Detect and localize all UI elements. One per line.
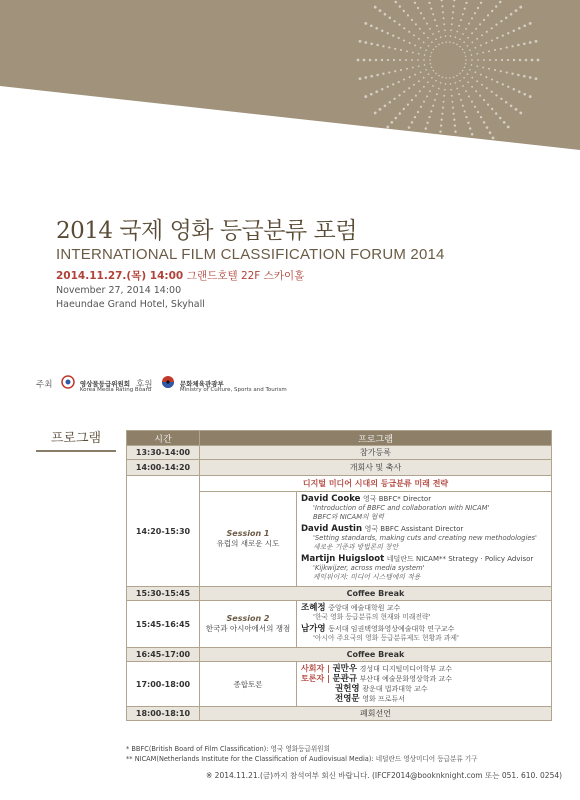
speaker-name: David Austin — [301, 524, 363, 534]
speaker-role: 네덜란드 NICAM** Strategy · Policy Advisor — [386, 555, 534, 563]
discussion-panel — [297, 662, 552, 707]
header-banner — [0, 0, 580, 190]
panelist-name: 전영문 — [335, 694, 360, 704]
talk-title: '아시아 주요국의 영화 등급분류제도 현황과 과제' — [313, 634, 459, 642]
support-sponsor — [136, 375, 287, 393]
coffee-break: Coffee Break — [200, 648, 552, 662]
panelist-role: 광운대 법과대학 교수 — [362, 685, 428, 693]
row-time: 16:45-17:00 — [127, 648, 200, 662]
speaker-block — [301, 524, 547, 552]
panelist-label: 토론자 | — [301, 674, 330, 683]
talk-title: 'Introduction of BBFC and collaboration with NICAM' — [313, 504, 490, 512]
footnote-nicam: ** NICAM(Netherlands Institute for the Classification of Audiovisual Media): 네덜란드 영상미디어 등급분류 기구 — [126, 755, 478, 763]
table-row — [127, 446, 552, 460]
date-kr: 2014.11.27.(목) 14:00 — [56, 270, 184, 282]
session2-time: 15:45-16:45 — [127, 601, 200, 648]
talk-title: '한국 영화 등급분류의 현재와 미래전략' — [313, 613, 431, 621]
row-text: 폐회선언 — [200, 707, 552, 721]
speaker-block — [301, 603, 547, 622]
talk-title-kr: 케익워이저: 미디어 시스템에의 적용 — [313, 573, 421, 581]
speaker-role: 중앙대 예술대학원 교수 — [328, 604, 401, 612]
coffee-break: Coffee Break — [200, 587, 552, 601]
kmrb-emblem-icon — [61, 375, 75, 389]
discussion-time: 17:00-18:00 — [127, 662, 200, 707]
mcst-logo — [161, 375, 287, 393]
panelist-line — [301, 694, 547, 704]
footnote-bbfc: * BBFC(British Board of Film Classification): 영국 영화등급위원회 — [126, 745, 330, 753]
event-venue-en: Haeundae Grand Hotel, Skyhall — [56, 299, 205, 310]
talk-title-kr: BBFC와 NICAM의 협력 — [313, 513, 384, 521]
panelist-role: 영화 프로듀서 — [362, 695, 405, 703]
table-row — [127, 460, 552, 476]
speaker-name: Martijn Huigsloot — [301, 554, 385, 564]
host-label: 주최 — [36, 379, 53, 390]
footnotes — [126, 744, 478, 764]
session1-topic: 유럽의 새로운 시도 — [216, 539, 280, 548]
support-label: 후원 — [136, 379, 153, 390]
panelist-line — [301, 684, 547, 694]
table-row — [127, 707, 552, 721]
talk-title-kr: 새로운 기준과 방법론의 창안 — [313, 543, 399, 551]
table-header — [127, 431, 552, 446]
speaker-role: 영국 BBFC Assistant Director — [364, 525, 464, 533]
program-table — [126, 430, 552, 721]
table-row — [127, 476, 552, 492]
session1-speakers — [297, 492, 552, 587]
moderator-label: 사회자 | — [301, 664, 330, 673]
speaker-name: David Cooke — [301, 494, 361, 504]
speaker-role: 영국 BBFC* Director — [362, 495, 432, 503]
panelist-name: 문관규 — [332, 674, 358, 684]
session1-cell — [200, 492, 297, 587]
event-date-en: November 27, 2014 14:00 — [56, 285, 182, 296]
talk-title: 'Setting standards, making cuts and creating new methodologies' — [313, 534, 537, 542]
speaker-name: 조혜정 — [301, 603, 326, 613]
talk-title: 'Kijkwijzer, across media system' — [313, 564, 425, 572]
speaker-block — [301, 624, 547, 643]
page-title: 2014 국제 영화 등급분류 포럼 — [56, 218, 357, 244]
discussion-label: 종합토론 — [200, 662, 297, 707]
program-section-label: 프로그램 — [36, 430, 116, 452]
page-subtitle: INTERNATIONAL FILM CLASSIFICATION FORUM 2014 — [56, 246, 445, 263]
moderator-role: 경성대 디지털미디어학부 교수 — [359, 665, 452, 673]
session2-cell — [200, 601, 297, 648]
session2-topic: 한국과 아시아에서의 쟁점 — [205, 624, 291, 633]
table-row — [127, 648, 552, 662]
speaker-block — [301, 554, 547, 582]
moderator-line — [301, 664, 547, 674]
session2-speakers — [297, 601, 552, 648]
mcst-emblem-icon — [161, 375, 175, 389]
panelist-role: 부산대 예술문화영상학과 교수 — [359, 675, 452, 683]
row-time: 15:30-15:45 — [127, 587, 200, 601]
moderator-name: 권만우 — [332, 664, 358, 674]
table-row — [127, 662, 552, 707]
session2-label: Session 2 — [226, 614, 270, 623]
table-row — [127, 601, 552, 648]
session1-label: Session 1 — [226, 529, 270, 538]
event-date-kr — [56, 268, 304, 283]
host-sub: Korea Media Rating Board — [79, 386, 152, 393]
support-name: 문화체육관광부 — [179, 379, 224, 388]
col-time: 시간 — [127, 431, 200, 446]
panelist-name: 권헌영 — [335, 684, 360, 694]
host-sponsor — [36, 375, 151, 393]
host-name: 영상물등급위원회 — [79, 379, 131, 388]
speaker-block — [301, 494, 547, 522]
row-time: 14:00-14:20 — [127, 460, 200, 476]
row-text: 참가등록 — [200, 446, 552, 460]
support-sub: Ministry of Culture, Sports and Tourism — [179, 386, 287, 393]
speaker-name: 남가영 — [301, 624, 326, 634]
table-row — [127, 587, 552, 601]
venue-kr: 그랜드호텔 22F 스카이홀 — [186, 270, 305, 282]
rsvp-note: ※ 2014.11.21.(금)까지 참석여부 회신 바랍니다. (IFCF2014@booknknight.com 또는 051. 610. 0254) — [206, 771, 563, 780]
row-time: 13:30-14:00 — [127, 446, 200, 460]
col-program: 프로그램 — [200, 431, 552, 446]
session1-time: 14:20-15:30 — [127, 476, 200, 587]
row-time: 18:00-18:10 — [127, 707, 200, 721]
row-text: 개회사 및 축사 — [200, 460, 552, 476]
speaker-role: 동서대 임권택영화영상예술대학 연구교수 — [328, 625, 455, 633]
session-theme: 디지털 미디어 시대의 등급분류 미래 전략 — [200, 476, 552, 492]
panelist-line — [301, 674, 547, 684]
